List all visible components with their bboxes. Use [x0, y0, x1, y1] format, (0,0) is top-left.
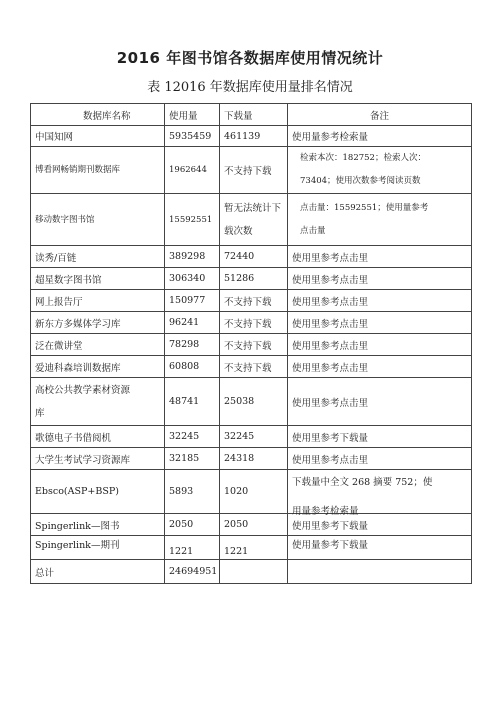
cell-remark: 使用量参考下载量	[288, 536, 472, 560]
table-row	[31, 334, 472, 356]
table-row	[31, 246, 472, 268]
download-line: 暂无法统计下	[224, 202, 282, 214]
cell-download: 2050	[220, 514, 288, 536]
table-row	[31, 426, 472, 448]
table-header-row	[31, 104, 472, 126]
table-row	[31, 126, 472, 147]
cell-database-name: 网上报告厅	[31, 290, 165, 312]
cell-download: 25038	[220, 378, 288, 426]
cell-database-name	[31, 378, 165, 426]
cell-usage: 1962644	[165, 147, 220, 194]
cell-download: 不支持下载	[220, 312, 288, 334]
cell-usage: 32185	[165, 448, 220, 470]
download-line: 载次数	[224, 225, 253, 237]
remark-line: 点击量	[300, 225, 326, 236]
cell-database-name: Ebsco(ASP+BSP)	[31, 470, 165, 514]
cell-database-name: 新东方多媒体学习库	[31, 312, 165, 334]
remark-line: 点击量：15592551；使用量参考	[300, 202, 429, 213]
table-row	[31, 378, 472, 426]
cell-remark: 使用里参考下载量	[288, 514, 472, 536]
cell-download: 72440	[220, 246, 288, 268]
cell-total-remark	[288, 560, 472, 584]
header-usage: 使用量	[165, 104, 220, 126]
header-download: 下载量	[220, 104, 288, 126]
cell-download: 不支持下载	[220, 290, 288, 312]
cell-database-name: 超星数字图书馆	[31, 268, 165, 290]
cell-database-name: Spingerlink—图书	[31, 514, 165, 536]
table-caption: 表 12016 年数据库使用量排名情况	[147, 80, 353, 95]
cell-database-name: 歌德电子书借阅机	[31, 426, 165, 448]
cell-remark: 使用里参考点击里	[288, 290, 472, 312]
cell-download: 51286	[220, 268, 288, 290]
table-row	[31, 290, 472, 312]
cell-download: 1020	[220, 470, 288, 514]
cell-usage: 1221	[165, 536, 220, 560]
cell-database-name: 大学生考试学习资源库	[31, 448, 165, 470]
cell-usage: 48741	[165, 378, 220, 426]
cell-remark	[288, 194, 472, 246]
name-line: 库	[35, 407, 45, 419]
cell-download: 461139	[220, 126, 288, 147]
table-row	[31, 268, 472, 290]
remark-line: 下载量中全文 268 摘要 752；使	[292, 477, 433, 488]
table-row	[31, 194, 472, 246]
table-row	[31, 470, 472, 514]
cell-remark: 使用量参考检索量	[288, 126, 472, 147]
table-row	[31, 448, 472, 470]
table-row	[31, 514, 472, 536]
header-database-name: 数据库名称	[31, 104, 165, 126]
cell-download	[220, 194, 288, 246]
cell-download: 24318	[220, 448, 288, 470]
cell-download: 不支持下载	[220, 147, 288, 194]
cell-usage: 78298	[165, 334, 220, 356]
cell-usage: 5893	[165, 470, 220, 514]
cell-download: 32245	[220, 426, 288, 448]
cell-remark	[288, 147, 472, 194]
remark-line: 73404；使用次数参考阅读页数	[300, 176, 421, 186]
cell-remark	[288, 470, 472, 517]
cell-database-name: 泛在微讲堂	[31, 334, 165, 356]
cell-database-name: Spingerlink—期刊	[31, 536, 165, 560]
cell-remark: 使用里参考点击里	[288, 378, 472, 426]
cell-database-name: 爱迪科森培训数据库	[31, 356, 165, 378]
cell-usage: 150977	[165, 290, 220, 312]
cell-database-name: 移动数字图书馆	[31, 194, 165, 246]
cell-total-download	[220, 560, 288, 584]
cell-remark: 使用里参考点击里	[288, 334, 472, 356]
cell-usage: 306340	[165, 268, 220, 290]
table-row	[31, 356, 472, 378]
cell-usage: 32245	[165, 426, 220, 448]
cell-usage: 60808	[165, 356, 220, 378]
cell-usage: 96241	[165, 312, 220, 334]
table-row	[31, 147, 472, 194]
cell-remark: 使用里参考点击里	[288, 246, 472, 268]
remark-line: 检索本次：182752；检索人次：	[300, 153, 426, 163]
remark-line: 用量参考检索量	[292, 506, 359, 517]
cell-database-name: 中国知网	[31, 126, 165, 147]
cell-remark: 使用里参考点击里	[288, 312, 472, 334]
cell-remark: 使用里参考下载量	[288, 426, 472, 448]
cell-database-name: 读秀/百链	[31, 246, 165, 268]
table-total-row	[31, 560, 472, 584]
cell-usage: 5935459	[165, 126, 220, 147]
document-title: 2016 年图书馆各数据库使用情况统计	[116, 49, 384, 67]
cell-usage: 15592551	[165, 194, 220, 246]
header-remark: 备注	[288, 104, 472, 126]
cell-usage: 389298	[165, 246, 220, 268]
cell-remark: 使用里参考点击里	[288, 268, 472, 290]
table-row	[31, 312, 472, 334]
database-usage-table	[30, 103, 472, 584]
table-row	[31, 536, 472, 560]
cell-database-name: 博看网畅销期刊数据库	[31, 147, 165, 194]
cell-remark: 使用里参考点击里	[288, 356, 472, 378]
cell-download: 1221	[220, 536, 288, 560]
cell-download: 不支持下载	[220, 334, 288, 356]
cell-download: 不支持下载	[220, 356, 288, 378]
name-line: 高校公共教学素材资源	[35, 384, 131, 396]
cell-total-usage: 24694951	[165, 560, 220, 584]
cell-remark: 使用里参考点击里	[288, 448, 472, 470]
cell-total-label: 总计	[31, 560, 165, 584]
cell-usage: 2050	[165, 514, 220, 536]
